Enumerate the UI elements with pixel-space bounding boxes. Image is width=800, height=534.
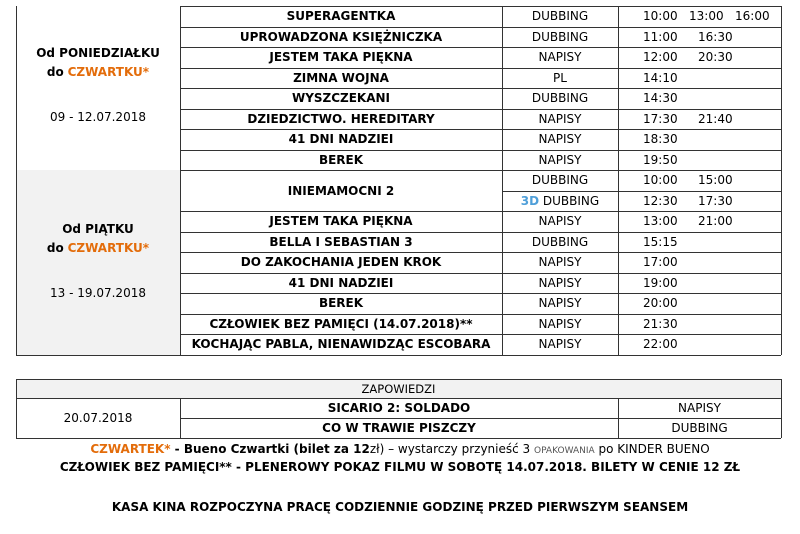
grid-line [180,88,781,89]
movie-version: DUBBING [531,173,589,188]
times-cell [618,47,781,68]
showtime: 12:30 [643,193,678,208]
movie-version: NAPISY [538,275,582,290]
movie-version: DUBBING [531,234,589,249]
movie-version: NAPISY [538,111,582,126]
movie-version: NAPISY [538,152,582,167]
showtime: 15:00 [698,173,733,188]
czwartek-text: po KINDER BUENO [594,442,710,456]
showtime: 13:00 [643,214,678,229]
week2-dates: 13 - 19.07.2018 [50,286,146,300]
week1-dates: 09 - 12.07.2018 [50,110,146,124]
grid-line [180,109,781,110]
czwartek-label: CZWARTEK* [90,442,171,456]
version-text: DUBBING [542,193,600,208]
movie-version: NAPISY [538,132,582,147]
zapowiedzi-date: 20.07.2018 [63,411,133,425]
zapowiedzi-title: CO W TRAWIE PISZCZY [322,421,476,435]
movie-title: 41 DNI NADZIEI [288,132,394,147]
times-cell [618,211,781,232]
zapowiedzi-title: SICARIO 2: SOLDADO [327,401,471,415]
grid-line [180,273,781,274]
grid-line [180,27,781,28]
showtime: 16:30 [698,29,733,44]
movie-title: JESTEM TAKA PIĘKNA [269,214,413,229]
showtime: 18:30 [643,132,678,147]
czwartek-price: 12 [353,442,370,456]
movie-title: UPROWADZONA KSIĘŻNICZKA [239,29,443,44]
times-cell [618,191,781,212]
grid-line [180,6,181,355]
zapowiedzi-header: ZAPOWIEDZI [361,381,436,396]
times-cell [618,6,781,27]
grid-line [180,150,781,151]
movie-version: NAPISY [538,255,582,270]
showtime: 14:10 [643,70,678,85]
movie-title: BEREK [318,296,364,311]
showtime: 12:00 [643,50,678,65]
opakowania-text: OPAKOWANIA [533,446,595,456]
grid-line [180,129,781,130]
times-cell [618,129,781,150]
times-cell [618,88,781,109]
showtime: 14:30 [643,91,678,106]
czwartek-text: zł) – wystarczy przynieść 3 [369,442,534,456]
times-cell [618,109,781,130]
movie-version: NAPISY [538,50,582,65]
movie-version: PL [553,70,567,85]
grid-line [180,68,781,69]
week2-label-line1: Od PIĄTKU [62,222,134,236]
showtime: 19:00 [643,275,678,290]
movie-version: DUBBING [531,29,589,44]
movie-title: BELLA I SEBASTIAN 3 [269,234,413,249]
times-cell [618,27,781,48]
showtime: 19:50 [643,152,678,167]
showtime: 15:15 [643,234,678,249]
showtime: 17:30 [698,193,733,208]
zapowiedzi-version: DUBBING [671,421,728,435]
grid-line [180,211,781,212]
times-cell [618,273,781,294]
grid-line [502,6,503,355]
times-cell [618,150,781,171]
week1-label-line2: do CZWARTKU* [46,65,150,79]
showtime: 20:30 [698,50,733,65]
movie-title: 41 DNI NADZIEI [288,275,394,290]
czwartek-text: - Bueno Czwartki (bilet za [170,442,354,456]
times-cell [618,314,781,335]
week2-label-line2: do CZWARTKU* [46,241,150,255]
movie-version [502,191,618,212]
showtime: 22:00 [643,337,678,352]
grid-line [180,232,781,233]
showtime: 16:00 [735,9,770,24]
times-cell [618,170,781,191]
zapowiedzi-version: NAPISY [678,401,721,415]
times-cell [618,232,781,253]
plenerowy-note: CZŁOWIEK BEZ PAMIĘCI** - PLENEROWY POKAZ FILMU W SOBOTĘ 14.07.2018. BILETY W CENIE 12 ZŁ [59,460,741,474]
movie-title: CZŁOWIEK BEZ PAMIĘCI (14.07.2018)** [209,316,473,331]
kasa-note: KASA KINA ROZPOCZYNA PRACĘ CODZIENNIE GODZINĘ PRZED PIERWSZYM SEANSEM [111,500,689,514]
week1-label-line1: Od PONIEDZIAŁKU [36,46,160,60]
grid-line [618,6,619,355]
showtime: 11:00 [643,29,678,44]
movie-title: KOCHAJĄC PABLA, NIENAWIDZĄC ESCOBARA [191,337,491,352]
movie-title: INIEMAMOCNI 2 [287,183,395,198]
showtime: 17:00 [643,255,678,270]
showtime: 21:40 [698,111,733,126]
grid-line [16,6,17,355]
times-cell [618,334,781,355]
showtime: 21:30 [643,316,678,331]
movie-version: NAPISY [538,337,582,352]
grid-line [781,6,782,355]
movie-title: DZIEDZICTWO. HEREDITARY [247,111,435,126]
showtime: 21:00 [698,214,733,229]
showtime: 10:00 [643,9,678,24]
movie-title: WYSZCZEKANI [291,91,391,106]
grid-line [502,191,781,192]
movie-title: ZIMNA WOJNA [293,70,389,85]
grid-line [180,314,781,315]
movie-version: DUBBING [531,91,589,106]
week1-label [16,44,180,127]
week2-label [16,220,180,303]
movie-title: SUPERAGENTKA [286,9,396,24]
grid-line [16,355,781,356]
movie-version: DUBBING [531,9,589,24]
movie-version: NAPISY [538,296,582,311]
grid-line [180,334,781,335]
movie-version: NAPISY [538,316,582,331]
times-cell [618,293,781,314]
3d-badge: 3D [520,193,540,208]
grid-line [180,293,781,294]
showtime: 13:00 [689,9,724,24]
showtime: 17:30 [643,111,678,126]
times-cell [618,68,781,89]
grid-line [180,47,781,48]
grid-line [180,252,781,253]
movie-title: JESTEM TAKA PIĘKNA [269,50,413,65]
movie-title: DO ZAKOCHANIA JEDEN KROK [240,255,442,270]
grid-line [180,6,781,7]
times-cell [618,252,781,273]
czwartek-note [0,440,800,460]
movie-version: NAPISY [538,214,582,229]
showtime: 10:00 [643,173,678,188]
movie-title: BEREK [318,152,364,167]
showtime: 20:00 [643,296,678,311]
